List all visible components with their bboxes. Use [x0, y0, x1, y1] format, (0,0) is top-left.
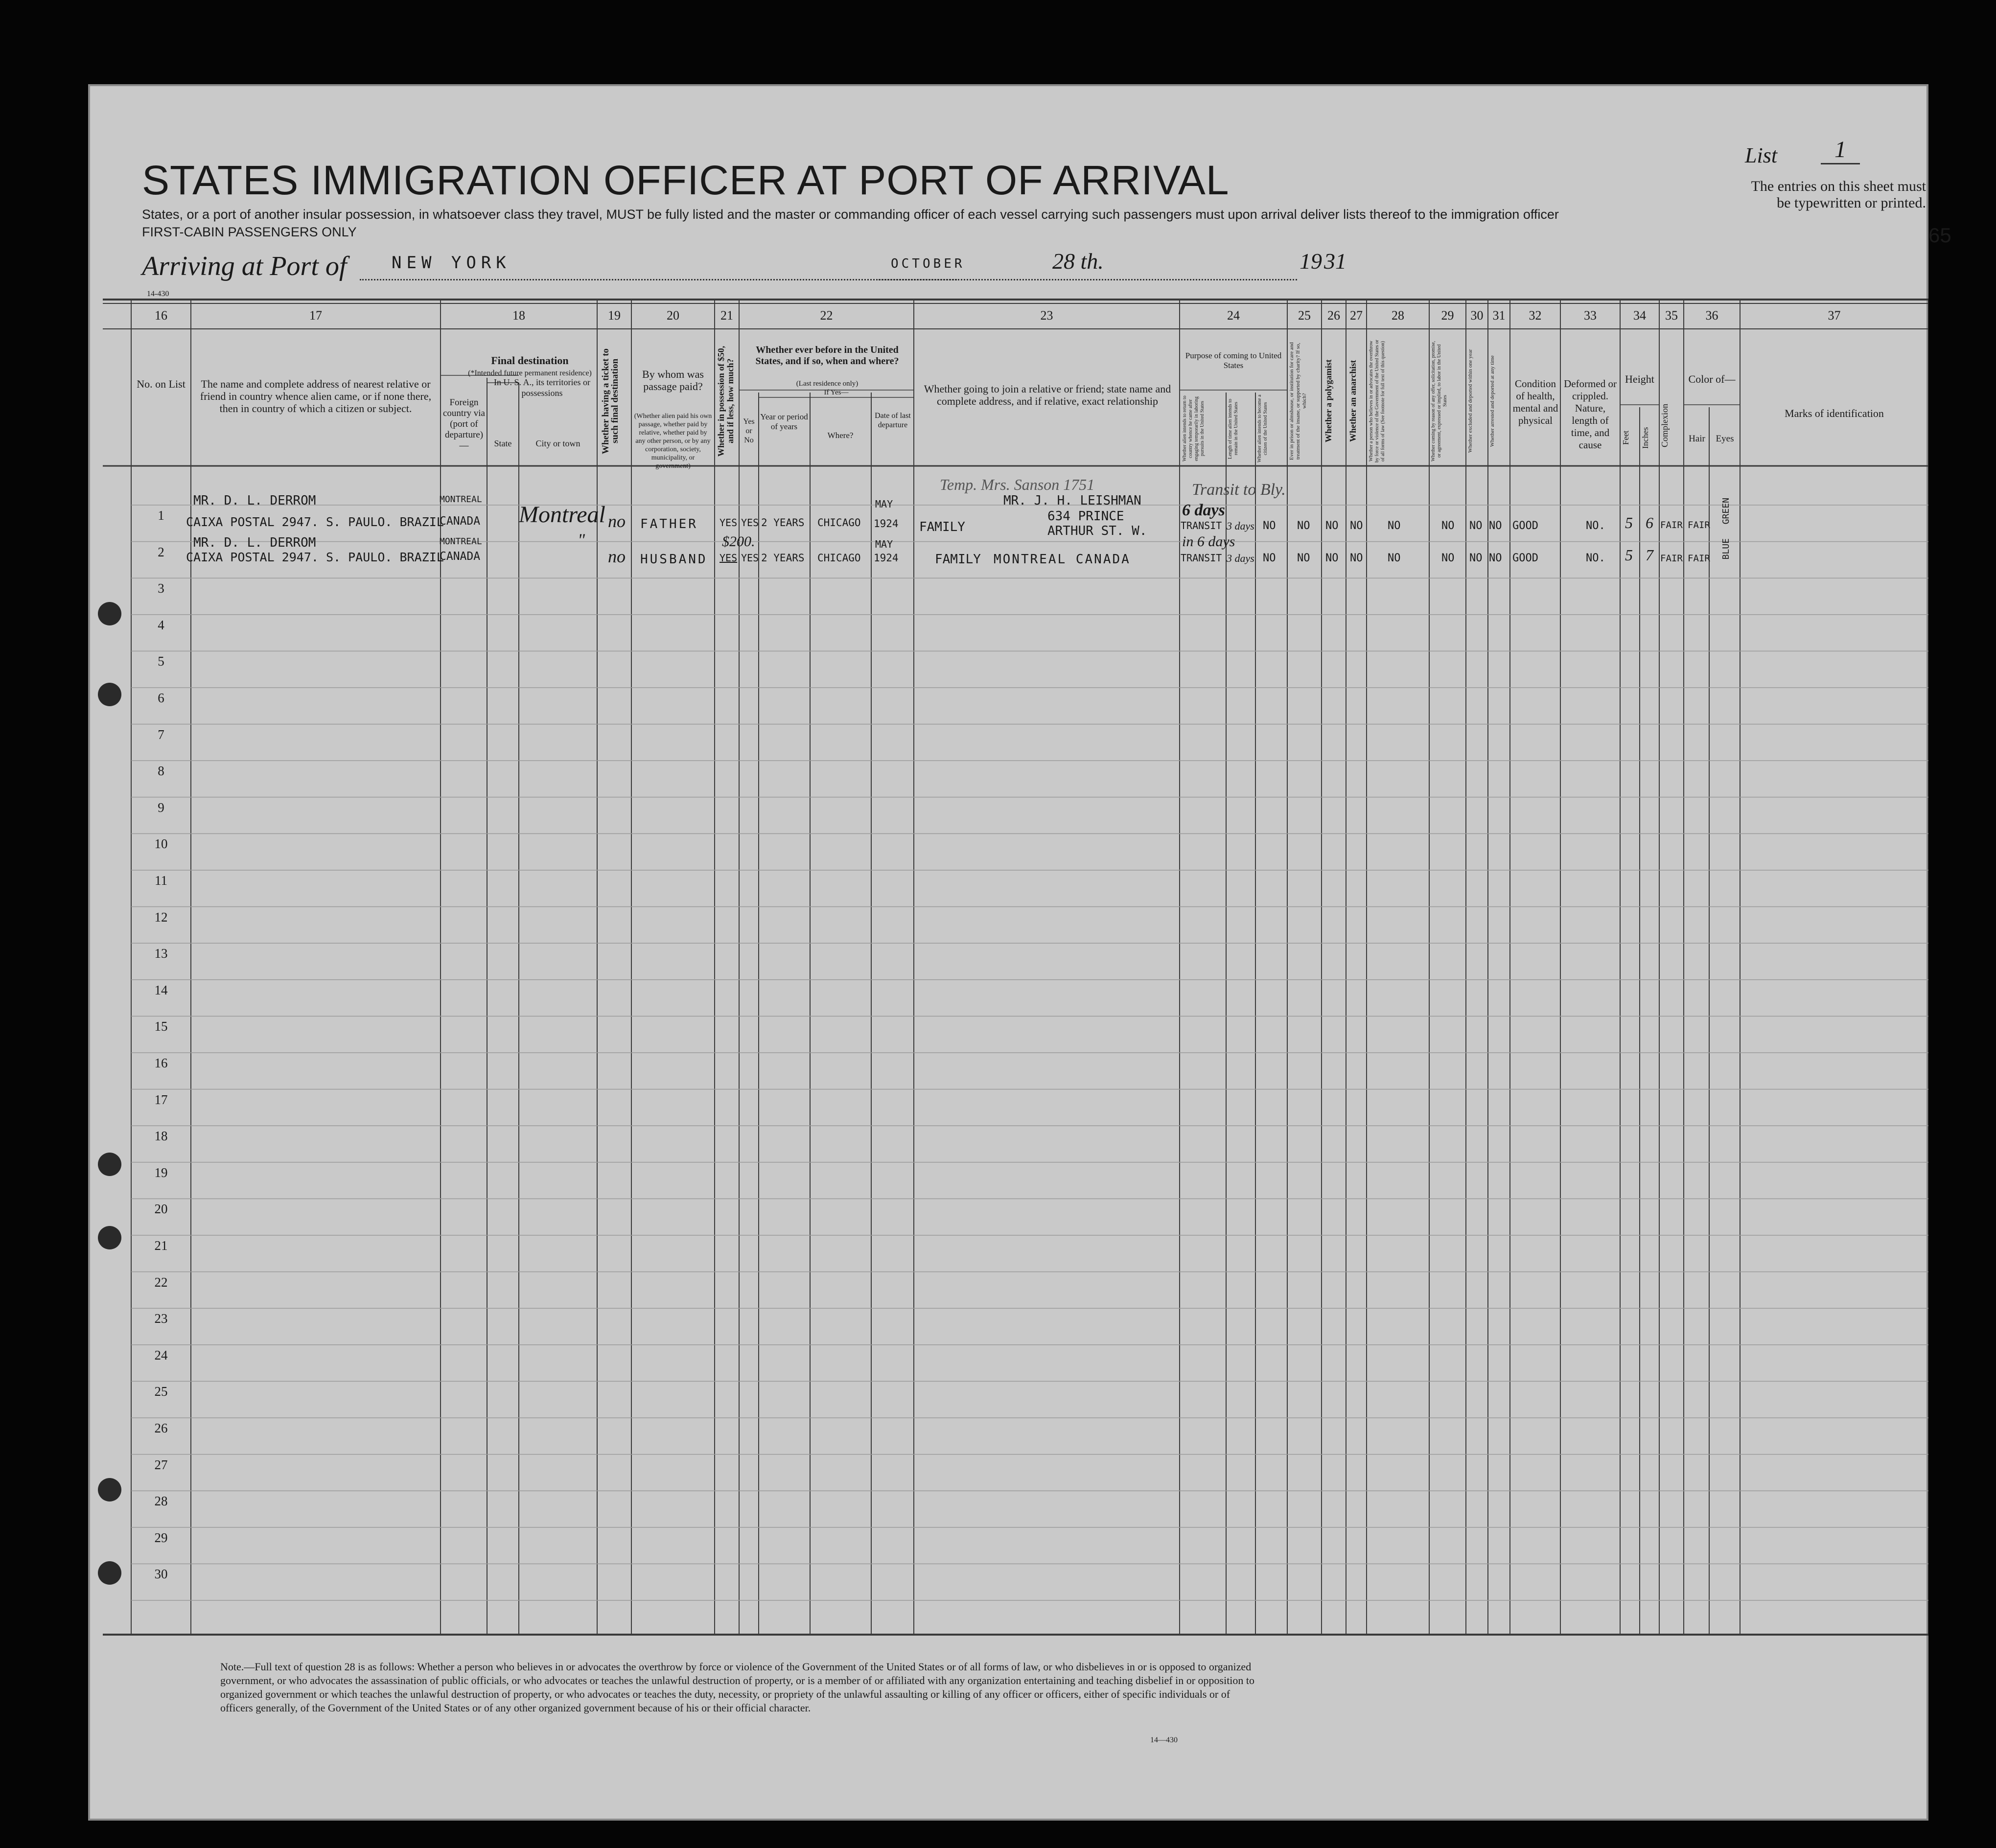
year-value: 31	[1324, 249, 1346, 274]
entry1-c31: NO	[1469, 520, 1483, 532]
entry2-city: "	[578, 530, 585, 550]
column-number: 27	[1350, 308, 1363, 323]
col34-feet: Feet	[1621, 430, 1630, 445]
footnote-code: 14—430	[1150, 1736, 1178, 1744]
entry2-c25: NO	[1263, 552, 1276, 564]
table-grid	[88, 84, 1928, 1821]
entry1-c28: NO	[1350, 520, 1363, 532]
row-number: 15	[154, 1019, 168, 1034]
row-number: 5	[158, 654, 164, 669]
column-number: 16	[155, 308, 167, 323]
entry1-joining-address-2: ARTHUR ST. W.	[1047, 524, 1147, 538]
row-number: 7	[158, 727, 164, 742]
entry1-c26: NO	[1297, 520, 1310, 532]
entry1-money-note: $200.	[722, 533, 755, 550]
entry1-purpose: TRANSIT	[1181, 520, 1222, 531]
col24-title: Purpose of coming to United States	[1185, 351, 1282, 370]
row-number: 25	[154, 1384, 168, 1399]
page-title: STATES IMMIGRATION OFFICER AT PORT OF ARRIVAL	[142, 157, 1230, 203]
col36-hair: Hair	[1689, 434, 1705, 444]
binder-hole	[98, 1153, 121, 1176]
date-value: OCTOBER	[891, 256, 965, 271]
row-number: 26	[154, 1421, 168, 1435]
col18-foreign: Foreign country via (port of departure)—	[442, 397, 485, 451]
entry2-ticket: no	[608, 547, 626, 566]
entry1-relative-address: CAIXA POSTAL 2947. S. PAULO. BRAZIL	[186, 515, 444, 529]
binder-hole	[98, 1561, 121, 1585]
col24-b: Length of time alien intends to remain in the United States	[1228, 398, 1239, 459]
row-number: 11	[155, 873, 167, 888]
col24-c: Whether alien intends to become a citizen of the United States	[1257, 394, 1268, 463]
entry2-length: 3 days	[1227, 552, 1254, 564]
col17-header: The name and complete address of nearest relative or friend in country whence alien came, or if none there, then in country of which a citizen or subject.	[200, 378, 432, 415]
entry1-health: GOOD	[1512, 520, 1538, 532]
entry2-date-year: 1924	[874, 552, 899, 564]
col19-header: Whether having a ticket to such final destination	[601, 348, 620, 454]
col18-usa: In U. S. A., its territories or possessions	[494, 377, 590, 398]
binder-hole	[98, 1478, 121, 1502]
entry2-c31: NO	[1469, 552, 1483, 564]
column-number: 30	[1470, 308, 1484, 323]
row-number: 21	[154, 1238, 168, 1253]
col31-header: Whether arrested and deported at any time	[1489, 355, 1495, 447]
col26-header: Whether a polygamist	[1323, 359, 1333, 443]
row-number: 18	[154, 1129, 168, 1144]
column-number: 28	[1392, 308, 1404, 323]
row-number: 27	[154, 1457, 168, 1472]
col33-header: Deformed or crippled. Nature, length of time, and cause	[1564, 378, 1617, 451]
entry2-foreign-country: CANADA	[440, 550, 481, 563]
entry1-before-in-us: YES	[741, 517, 759, 529]
entry1-feet: 5	[1625, 514, 1633, 531]
entry1-joining-handwritten: Temp. Mrs. Sanson 1751	[940, 476, 1095, 493]
col36-eyes: Eyes	[1716, 434, 1734, 444]
row-number: 14	[154, 982, 168, 997]
entry1-joining-address-1: 634 PRINCE	[1047, 509, 1124, 524]
row-number: 29	[154, 1530, 168, 1545]
entry2-joining-address: MONTREAL CANADA	[994, 552, 1131, 567]
entry1-deformed: NO.	[1586, 520, 1605, 532]
row-number: 10	[154, 836, 168, 852]
entry1-c30: NO	[1441, 520, 1455, 532]
entry2-eyes: BLUE	[1721, 538, 1731, 560]
col34-title: Height	[1625, 373, 1654, 385]
col22-where: Where?	[827, 431, 854, 440]
entry1-purpose-note: 6 days	[1182, 501, 1225, 519]
instruction-line-1: States, or a port of another insular possession, in whatsoever class they travel, MUST be fully listed and the master or commanding officer of each vessel carrying such passengers must upon arrival deliver lists thereof to the immigration officer	[142, 207, 1559, 222]
entry1-joining-relation: FAMILY	[919, 520, 965, 534]
column-number: 29	[1441, 308, 1454, 323]
entry1-hair: FAIR	[1688, 520, 1710, 531]
entry1-where: CHICAGO	[817, 517, 861, 529]
entry1-ticket: no	[608, 511, 626, 531]
column-number: 32	[1529, 308, 1542, 323]
entry2-c31b: NO	[1489, 552, 1502, 564]
column-number: 35	[1665, 308, 1678, 323]
column-number: 17	[309, 308, 322, 323]
col28-header: Whether a person who believes in or advocates the overthrow by force or violence of the Government of the United States or of all forms of law (See footnote for full text of this question)	[1369, 340, 1386, 462]
arriving-label: Arriving at Port of	[142, 251, 347, 281]
column-number: 25	[1298, 308, 1311, 323]
row-number: 13	[154, 946, 168, 961]
col30-header: Whether excluded and deported within one year	[1467, 349, 1473, 453]
column-number: 37	[1828, 308, 1841, 323]
col22-date: Date of last departure	[875, 412, 911, 429]
column-number: 18	[512, 308, 525, 323]
column-number: 19	[608, 308, 621, 323]
row-number: 8	[158, 763, 164, 779]
binder-hole	[98, 602, 121, 625]
form-code: 14-430	[147, 290, 169, 298]
col22-note: (Last residence only)	[796, 380, 859, 388]
entry1-c25: NO	[1263, 520, 1276, 532]
entry1-margin-note: Transit to Bly.	[1192, 481, 1286, 499]
entry2-c29: NO	[1388, 552, 1401, 564]
row-number: 16	[154, 1056, 168, 1070]
manifest-sheet	[88, 84, 1951, 1821]
entries-instruction-line-1: The entries on this sheet must	[1751, 178, 1926, 194]
entry2-feet: 5	[1625, 546, 1633, 564]
col22-title: Whether ever before in the United States, and if so, when and where?	[755, 345, 899, 367]
day-value: 28 th.	[1052, 249, 1104, 274]
column-number: 22	[820, 308, 833, 323]
entry2-health: GOOD	[1512, 552, 1538, 564]
page-number: 65	[1928, 224, 1951, 247]
entry2-complexion: FAIR	[1660, 553, 1683, 564]
col24-a: Whether alien intends to return to country whence he came after engaging temporarily in laboring pursuits in the United States	[1182, 395, 1205, 462]
entry1-c29: NO	[1388, 520, 1401, 532]
row-number: 19	[154, 1165, 168, 1180]
col34-inches: Inches	[1641, 427, 1650, 449]
list-label: List	[1745, 143, 1778, 167]
footnote: Note.—Full text of question 28 is as follows: Whether a person who believes in or advocates the overthrow by force or violence of the Government of the United States or of all forms of law, or who disbelieves in or is opposed to organized government, or who advocates the assassination of public officials, or who advocates or teaches the unlawful destruction of property, or is a member of or affiliated with any organization entertaining and teaching disbelief in or opposition to organized government or which teaches the unlawful destruction of property, or who advocates or teaches the duty, necessity, or propriety of the unlawful assaulting or killing of any officer or officers, either of specific individuals or of officers generally, of the Government of the United States or of any other organized government because of his or their official character.	[220, 1661, 1255, 1714]
binder-hole	[98, 683, 121, 706]
entry1-city: Montreal	[519, 502, 605, 528]
port-value: NEW YORK	[392, 253, 511, 273]
column-number: 21	[720, 308, 733, 323]
entry2-c28: NO	[1350, 552, 1363, 564]
row-number: 23	[154, 1311, 168, 1326]
row-number: 3	[158, 581, 164, 596]
col36-title: Color of—	[1688, 373, 1736, 385]
entry2-foreign-via: MONTREAL	[440, 536, 482, 547]
entry2-c30: NO	[1441, 552, 1455, 564]
row-number: 30	[154, 1567, 168, 1582]
row-number: 17	[154, 1092, 168, 1107]
col29-header: Whether coming by reason of any offer, solicitation, promise, or agreement, expressed or implied, to labor in the United States	[1431, 341, 1448, 462]
col21-header: Whether in possession of $50, and if less, how much?	[716, 346, 735, 457]
col23-header: Whether going to join a relative or friend; state name and complete address, and if relative, exact relationship	[924, 383, 1171, 407]
col25-header: Ever in prison or almshouse, or institution for care and treatment of the insane, or supported by charity? If so, which?	[1289, 342, 1307, 460]
row-number: 2	[158, 544, 164, 559]
entry1-passage-paid-by: FATHER	[640, 517, 698, 531]
col22-ifyes: If Yes—	[824, 389, 849, 396]
row-number: 12	[154, 909, 168, 924]
column-number: 23	[1040, 308, 1053, 323]
instruction-line-2: FIRST-CABIN PASSENGERS ONLY	[142, 225, 357, 239]
entry1-money: YES	[719, 517, 738, 529]
column-number: 34	[1633, 308, 1646, 323]
entry2-relative-name: MR. D. L. DERROM	[193, 535, 316, 550]
entry2-c27: NO	[1325, 552, 1339, 564]
row-number: 20	[154, 1201, 168, 1217]
entry2-purpose-note: in 6 days	[1182, 533, 1235, 550]
entry2-date-month: MAY	[875, 538, 893, 550]
entries-instruction-line-2: be typewritten or printed.	[1777, 195, 1926, 211]
entry2-hair: FAIR	[1688, 553, 1710, 564]
col35-header: Complexion	[1660, 404, 1670, 447]
column-number: 33	[1584, 308, 1597, 323]
entry2-passage-paid-by: HUSBAND	[640, 552, 708, 567]
col22-year: Year or period of years	[760, 412, 808, 431]
row-number: 6	[158, 691, 164, 705]
col16-header: No. on List	[137, 378, 186, 390]
row-number: 28	[154, 1494, 168, 1509]
entry1-length: 3 days	[1227, 520, 1254, 532]
col20-title: By whom was passage paid?	[642, 368, 704, 393]
entry1-relative-name: MR. D. L. DERROM	[193, 493, 316, 508]
list-number: 1	[1821, 136, 1860, 164]
col27-header: Whether an anarchist	[1348, 360, 1358, 442]
entry1-eyes: GREEN	[1721, 498, 1731, 525]
entry2-joining-relation: FAMILY	[935, 552, 981, 567]
entry2-years: 2 YEARS	[761, 552, 805, 564]
entry1-joining-name: MR. J. H. LEISHMAN	[1003, 493, 1141, 508]
entry1-foreign-via: MONTREAL	[440, 494, 482, 505]
entry1-complexion: FAIR	[1660, 520, 1683, 531]
col37-header: Marks of identification	[1785, 407, 1884, 419]
entry1-c27: NO	[1325, 520, 1339, 532]
row-number: 4	[158, 617, 164, 632]
entry1-years: 2 YEARS	[761, 517, 805, 529]
entry2-deformed: NO.	[1586, 552, 1605, 564]
col18-city: City or town	[535, 439, 580, 448]
col32-header: Condition of health, mental and physical	[1512, 378, 1558, 426]
col20-note: (Whether alien paid his own passage, whether paid by relative, whether paid by any other person, or by any corporation, society, municipality, or government)	[634, 413, 712, 470]
row-number: 1	[158, 508, 164, 523]
entry2-purpose: TRANSIT	[1181, 552, 1222, 564]
col18-state: State	[494, 439, 512, 448]
binder-hole	[98, 1226, 121, 1249]
col18-title: Final destination	[491, 354, 569, 367]
entry1-date-month: MAY	[875, 498, 893, 510]
col18-note: (*Intended future permanent residence)	[468, 369, 592, 377]
column-number: 36	[1705, 308, 1718, 323]
col22-yesno: Yes or No	[743, 417, 755, 444]
entry2-c26: NO	[1297, 552, 1310, 564]
column-number: 26	[1327, 308, 1340, 323]
column-number: 31	[1492, 308, 1506, 323]
column-number: 24	[1227, 308, 1240, 323]
entry2-before-in-us: YES	[741, 552, 759, 564]
row-number: 22	[154, 1274, 168, 1290]
row-number: 24	[154, 1347, 168, 1363]
entry2-money: YES	[719, 552, 738, 564]
entry2-relative-address: CAIXA POSTAL 2947. S. PAULO. BRAZIL	[186, 550, 444, 564]
row-number: 9	[158, 800, 164, 815]
entry1-foreign-country: CANADA	[440, 515, 481, 528]
column-number: 20	[667, 308, 679, 323]
entry1-date-year: 1924	[874, 518, 899, 530]
year-prefix: 19	[1300, 249, 1322, 274]
entry1-c31b: NO	[1489, 520, 1502, 532]
entry2-inches: 7	[1646, 546, 1653, 564]
entry2-where: CHICAGO	[817, 552, 861, 564]
entry1-inches: 6	[1646, 514, 1653, 531]
